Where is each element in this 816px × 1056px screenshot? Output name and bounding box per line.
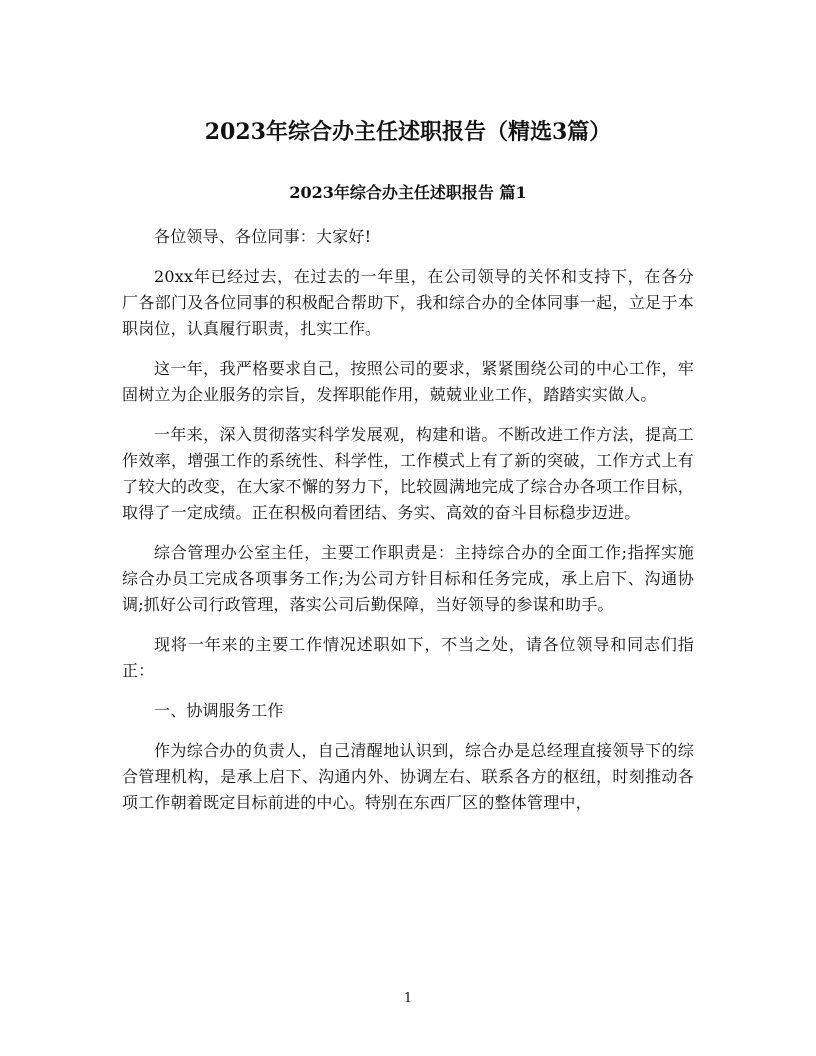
section-title: 2023年综合办主任述职报告 篇1	[289, 183, 527, 202]
page-number: 1	[403, 991, 413, 1006]
paragraph: 现将一年来的主要工作情况述职如下，不当之处，请各位领导和同志们指正：	[122, 635, 694, 680]
paragraph: 20xx年已经过去，在过去的一年里，在公司领导的关怀和支持下，在各分厂各部门及各位同事的积极配合帮助下，我和综合办的全体同事一起，立足于本职岗位，认真履行职责，扎实工作。	[122, 267, 694, 338]
paragraph-greeting: 各位领导、各位同事：大家好!	[154, 227, 372, 246]
subheading: 一、协调服务工作	[154, 701, 284, 720]
document-title: 2023年综合办主任述职报告（精选3篇）	[204, 119, 612, 145]
paragraph: 这一年，我严格要求自己，按照公司的要求，紧紧围绕公司的中心工作，牢固树立为企业服务的宗旨，发挥职能作用，兢兢业业工作，踏踏实实做人。	[122, 359, 694, 404]
paragraph: 综合管理办公室主任，主要工作职责是：主持综合办的全面工作;指挥实施综合办员工完成各项事务工作;为公司方针目标和任务完成，承上启下、沟通协调;抓好公司行政管理，落实公司后勤保障，当好领导的参谋和助手。	[122, 543, 694, 614]
paragraph: 作为综合办的负责人，自己清醒地认识到，综合办是总经理直接领导下的综合管理机构，是承上启下、沟通内外、协调左右、联系各方的枢纽，时刻推动各项工作朝着既定目标前进的中心。特别在东西厂区的整体管理中，	[122, 741, 694, 812]
document-body	[122, 224, 694, 830]
paragraph: 一年来，深入贯彻落实科学发展观，构建和谐。不断改进工作方法，提高工作效率，增强工作的系统性、科学性，工作模式上有了新的突破，工作方式上有了较大的改变，在大家不懈的努力下，比较圆满地完成了综合办各项工作目标，取得了一定成绩。正在积极向着团结、务实、高效的奋斗目标稳步迈进。	[122, 425, 694, 522]
